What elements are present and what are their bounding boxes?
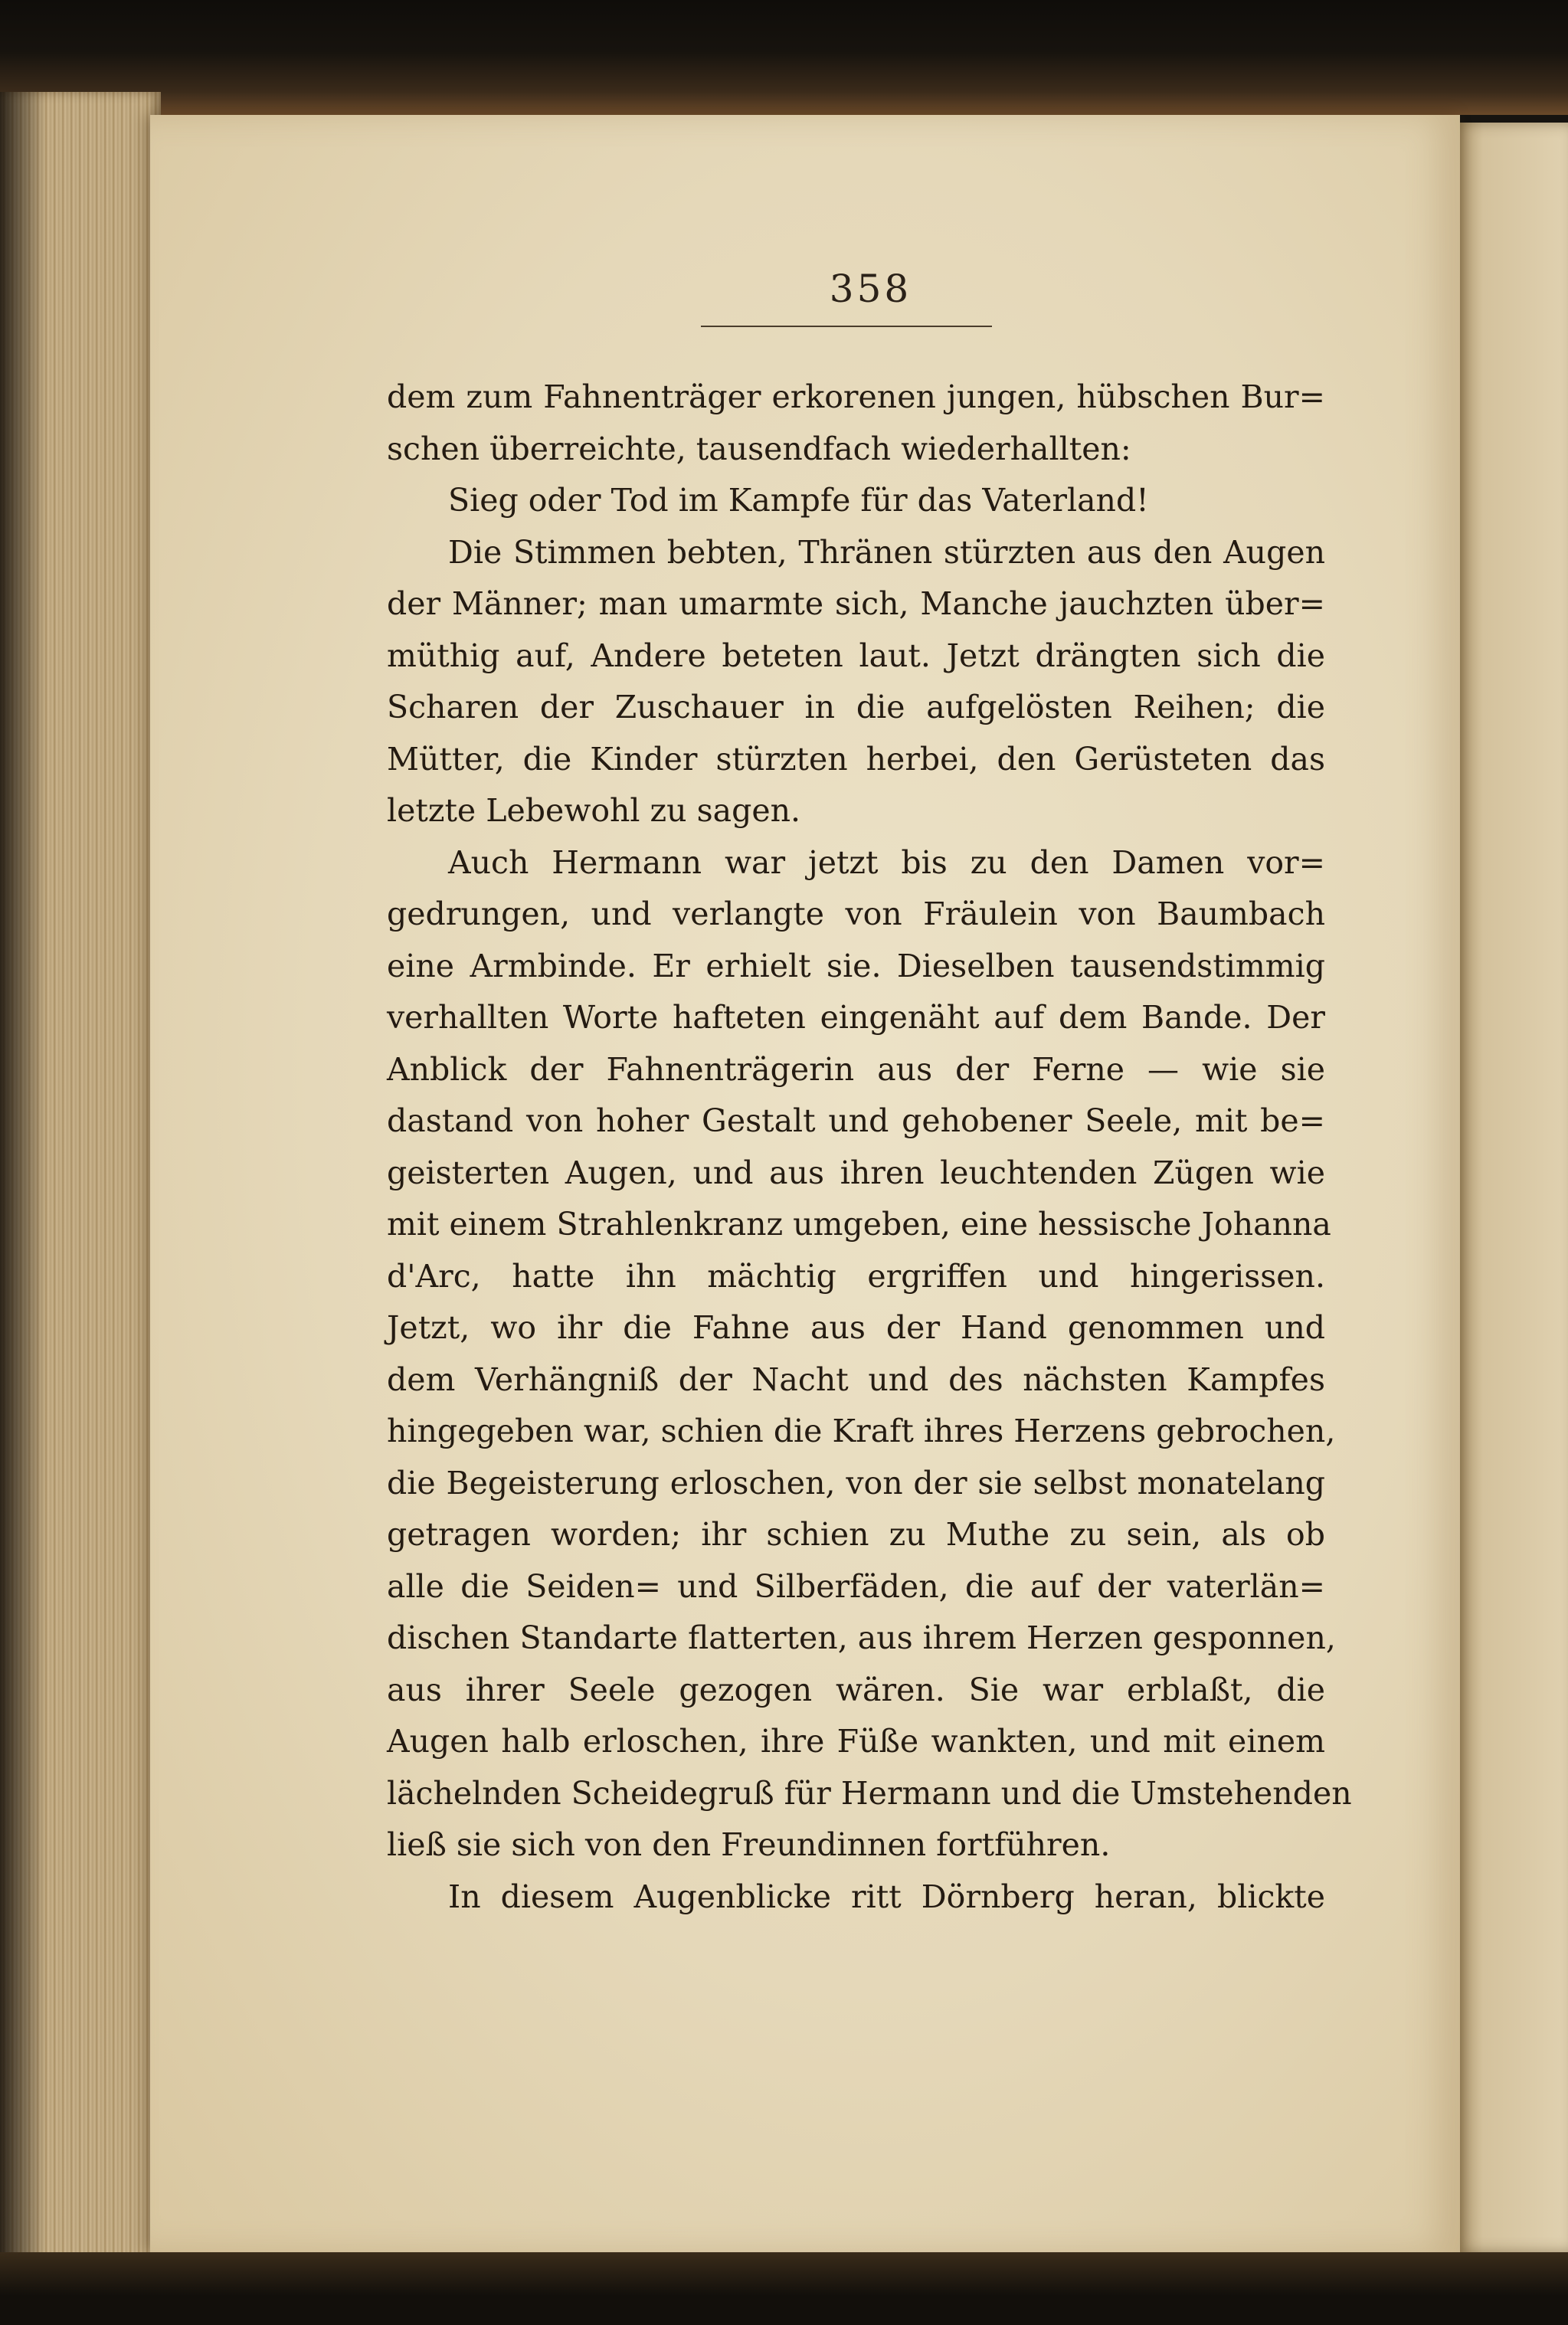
text-line: dischen Standarte flatterten, aus ihrem Herzen gesponnen, (387, 1619, 1336, 1656)
text-line: letzte Lebewohl zu sagen. (387, 792, 801, 829)
text-line: der Männer; man umarmte sich, Manche jauchzten über= (387, 585, 1325, 622)
text-line: dastand von hoher Gestalt und gehobener Seele, mit be= (387, 1102, 1325, 1139)
text-line: Jetzt, wo ihr die Fahne aus der Hand genommen und (387, 1309, 1325, 1346)
text-line: lächelnden Scheidegruß für Hermann und die Umstehenden (387, 1774, 1352, 1812)
text-line: Mütter, die Kinder stürzten herbei, den Gerüsteten das (387, 740, 1325, 778)
text-line: alle die Seiden= und Silberfäden, die auf der vaterlän= (387, 1567, 1325, 1605)
facing-page-edge (1455, 123, 1568, 2252)
page-body-text (387, 372, 1352, 1923)
text-line: ließ sie sich von den Freundinnen fortführen. (387, 1826, 1111, 1863)
text-line: dem zum Fahnenträger erkorenen jungen, hübschen Bur= (387, 378, 1325, 415)
text-line: dem Verhängniß der Nacht und des nächsten Kampfes (387, 1361, 1325, 1398)
text-line: d'Arc, hatte ihn mächtig ergriffen und hingerissen. (387, 1257, 1325, 1295)
page-stack-shadow (0, 92, 46, 2268)
text-line: schen überreichte, tausendfach wiederhallten: (387, 430, 1131, 467)
book-bottom-edge (0, 2252, 1568, 2325)
page-number-text: 358 (829, 267, 912, 311)
text-line: geisterten Augen, und aus ihren leuchtenden Zügen wie (387, 1154, 1325, 1191)
page-number-rule (701, 326, 992, 327)
text-line: Sieg oder Tod im Kampfe für das Vaterland! (448, 482, 1149, 519)
text-line: mit einem Strahlenkranz umgeben, eine hessische Johanna (387, 1206, 1331, 1243)
text-line: Die Stimmen bebten, Thränen stürzten aus den Augen (448, 533, 1325, 571)
text-line: gedrungen, und verlangte von Fräulein von Baumbach (387, 896, 1325, 932)
text-line: aus ihrer Seele gezogen wären. Sie war erblaßt, die (387, 1671, 1325, 1708)
text-line: Anblick der Fahnenträgerin aus der Ferne — wie sie (387, 1050, 1325, 1088)
text-line: In diesem Augenblicke ritt Dörnberg heran, blickte (448, 1878, 1325, 1915)
text-line: Scharen der Zuschauer in die aufgelösten Reihen; die (387, 689, 1325, 725)
text-line: müthig auf, Andere beteten laut. Jetzt drängten sich die (387, 637, 1325, 674)
text-line: die Begeisterung erloschen, von der sie selbst monatelang (387, 1464, 1325, 1501)
book-cover-edge (0, 0, 1568, 115)
text-line: verhallten Worte hafteten eingenäht auf dem Bande. Der (387, 999, 1325, 1036)
text-line: eine Armbinde. Er erhielt sie. Dieselben tausendstimmig (387, 947, 1325, 984)
text-line: hingegeben war, schien die Kraft ihres Herzens gebrochen, (387, 1413, 1336, 1449)
text-line: Augen halb erloschen, ihre Füße wankten, und mit einem (387, 1723, 1325, 1760)
page-number (0, 267, 1568, 311)
text-line: Auch Hermann war jetzt bis zu den Damen vor= (448, 843, 1325, 881)
text-line: getragen worden; ihr schien zu Muthe zu sein, als ob (387, 1516, 1325, 1553)
